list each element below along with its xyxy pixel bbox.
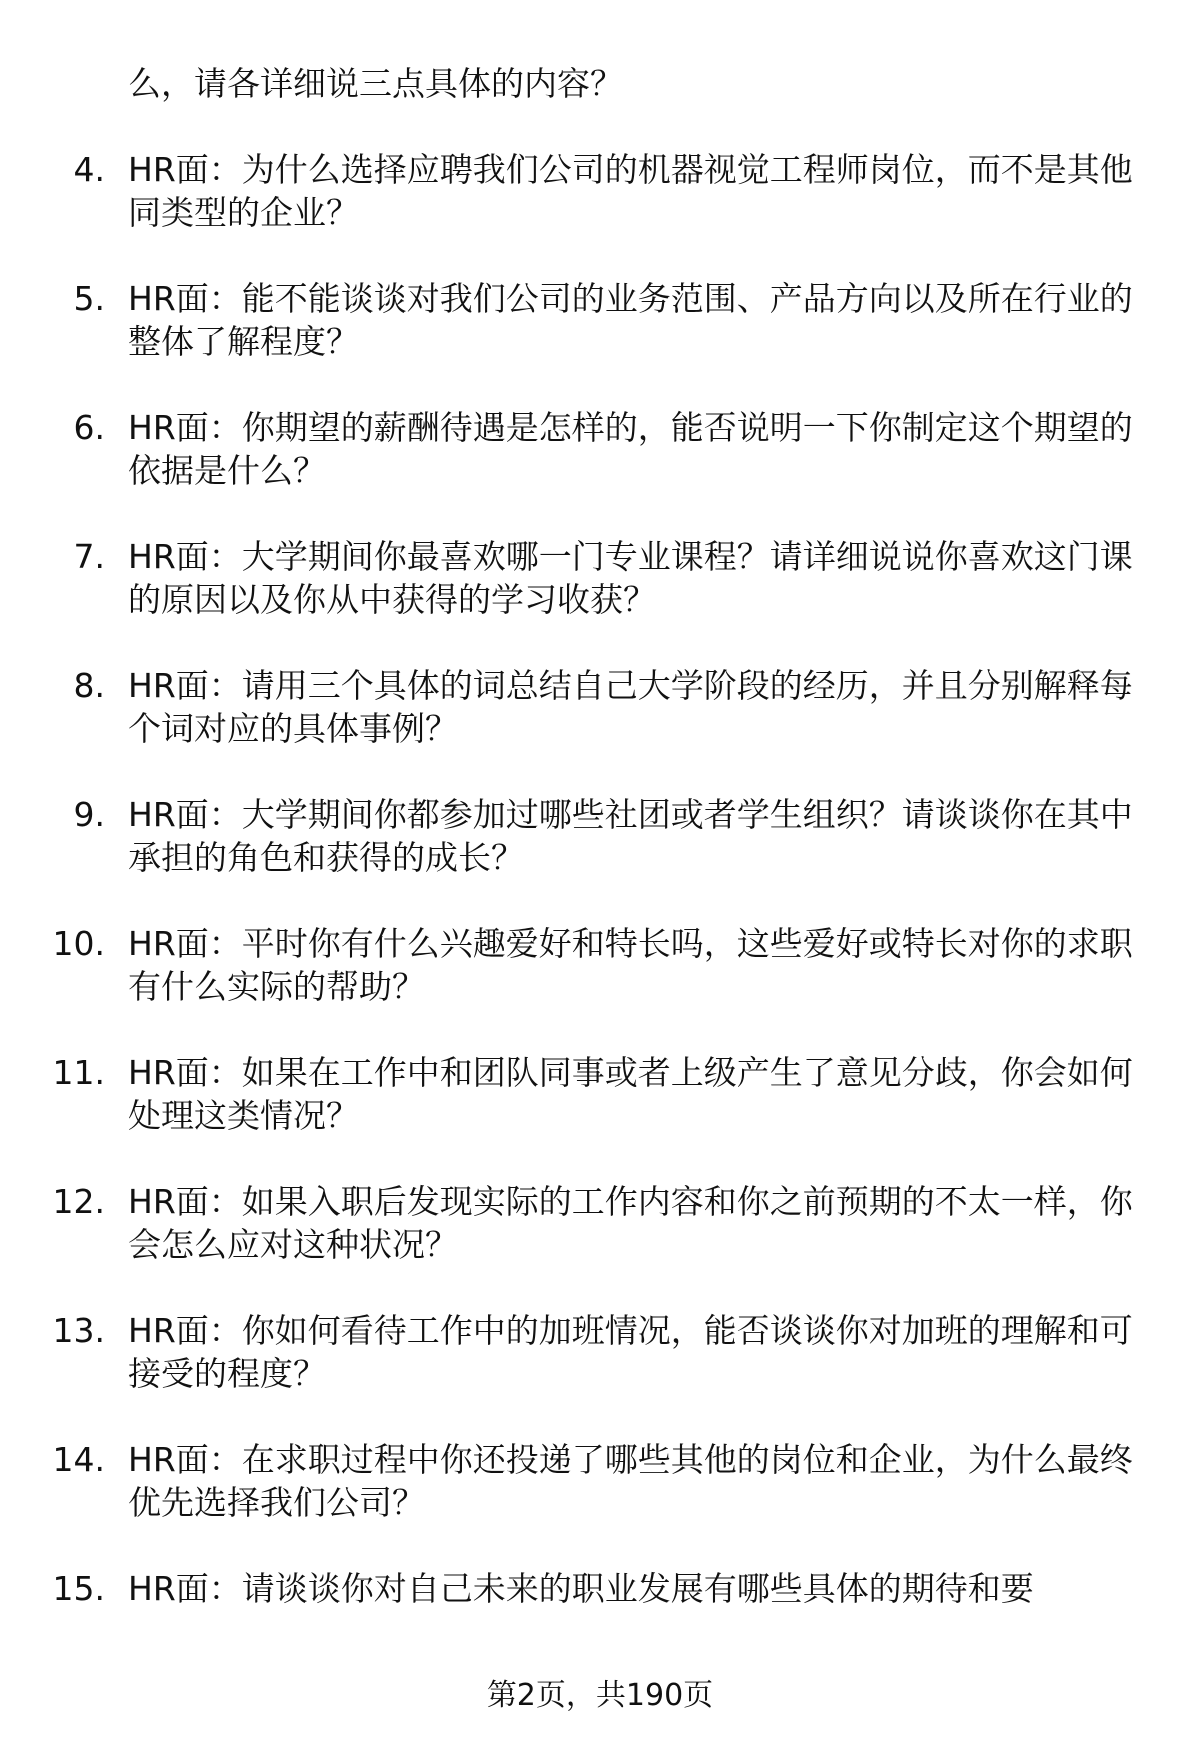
question-text: HR面：大学期间你都参加过哪些社团或者学生组织？请谈谈你在其中承担的角色和获得的成长？ xyxy=(128,795,1133,877)
question-number: 9. xyxy=(73,795,105,834)
question-number: 6. xyxy=(73,408,105,447)
question-number: 5. xyxy=(73,279,105,318)
list-item xyxy=(0,1438,1200,1524)
question-text: HR面：你期望的薪酬待遇是怎样的，能否说明一下你制定这个期望的依据是什么？ xyxy=(128,408,1133,490)
list-item xyxy=(0,277,1200,363)
question-number: 4. xyxy=(73,150,105,189)
list-item xyxy=(0,664,1200,750)
question-text: HR面：你如何看待工作中的加班情况，能否谈谈你对加班的理解和可接受的程度？ xyxy=(128,1311,1133,1393)
question-number: 10. xyxy=(52,924,105,963)
question-number: 7. xyxy=(73,537,105,576)
question-text: HR面：平时你有什么兴趣爱好和特长吗，这些爱好或特长对你的求职有什么实际的帮助？ xyxy=(128,924,1133,1006)
question-number: 14. xyxy=(52,1440,105,1479)
question-continuation: 么，请各详细说三点具体的内容？ xyxy=(128,64,623,103)
list-item xyxy=(0,922,1200,1008)
question-number: 8. xyxy=(73,666,105,705)
list-item xyxy=(0,535,1200,621)
question-list xyxy=(0,62,1200,1653)
question-text: HR面：请用三个具体的词总结自己大学阶段的经历，并且分别解释每个词对应的具体事例？ xyxy=(128,666,1133,748)
list-item xyxy=(0,1051,1200,1137)
page-footer: 第2页，共190页 xyxy=(486,1678,714,1713)
question-number: 11. xyxy=(52,1053,105,1092)
question-text: HR面：在求职过程中你还投递了哪些其他的岗位和企业，为什么最终优先选择我们公司？ xyxy=(128,1440,1133,1522)
question-number: 12. xyxy=(52,1182,105,1221)
list-item xyxy=(0,62,1200,105)
question-number: 15. xyxy=(52,1569,105,1608)
list-item xyxy=(0,793,1200,879)
question-number: 13. xyxy=(52,1311,105,1350)
question-text: HR面：大学期间你最喜欢哪一门专业课程？请详细说说你喜欢这门课的原因以及你从中获得的学习收获？ xyxy=(128,537,1133,619)
question-text: HR面：能不能谈谈对我们公司的业务范围、产品方向以及所在行业的整体了解程度？ xyxy=(128,279,1133,361)
question-text: HR面：如果在工作中和团队同事或者上级产生了意见分歧，你会如何处理这类情况？ xyxy=(128,1053,1133,1135)
question-text: HR面：请谈谈你对自己未来的职业发展有哪些具体的期待和要 xyxy=(128,1569,1034,1608)
list-item xyxy=(0,406,1200,492)
question-text: HR面：为什么选择应聘我们公司的机器视觉工程师岗位，而不是其他同类型的企业？ xyxy=(128,150,1133,232)
list-item xyxy=(0,1567,1200,1610)
list-item xyxy=(0,1309,1200,1395)
question-text: HR面：如果入职后发现实际的工作内容和你之前预期的不太一样，你会怎么应对这种状况？ xyxy=(128,1182,1133,1264)
list-item xyxy=(0,148,1200,234)
list-item xyxy=(0,1180,1200,1266)
